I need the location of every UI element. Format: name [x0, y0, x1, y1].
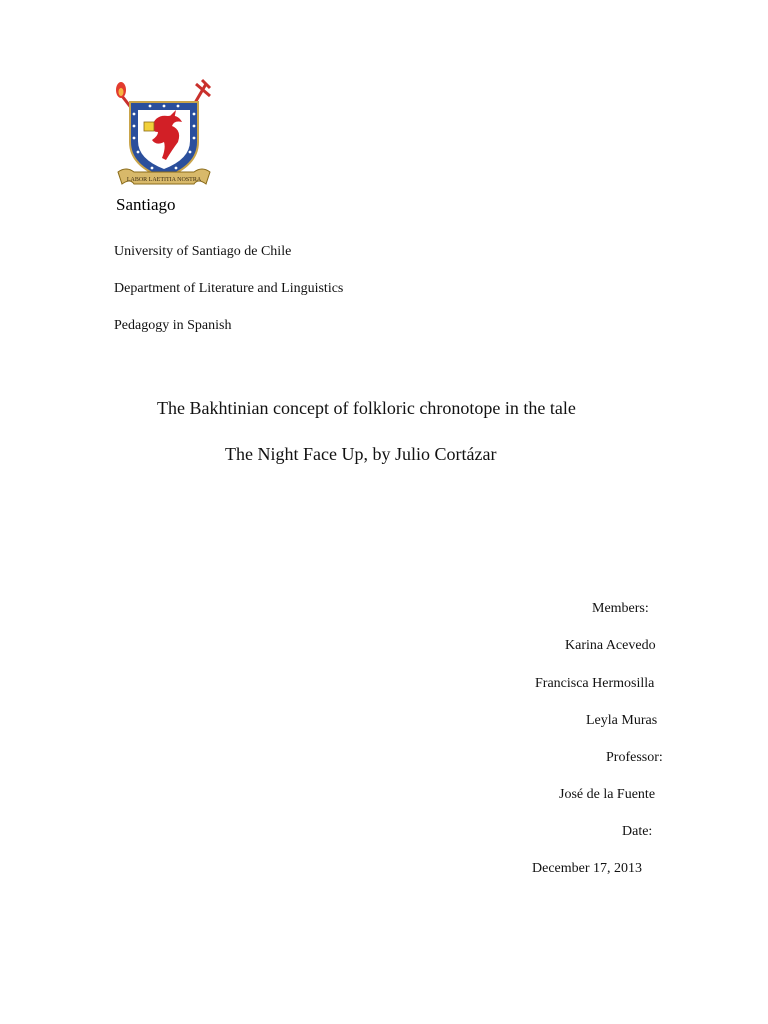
title-line-2: The Night Face Up, by Julio Cortázar: [225, 444, 497, 464]
university-name: University of Santiago de Chile: [114, 244, 292, 259]
date-value: December 17, 2013: [532, 861, 643, 876]
department-name: Department of Literature and Linguistics: [114, 281, 344, 296]
motto-text: LABOR LAETITIA NOSTRA: [126, 177, 202, 183]
professor-name: José de la Fuente: [559, 787, 656, 802]
title-line-1: The Bakhtinian concept of folkloric chronotope in the tale: [157, 398, 576, 418]
program-name: Pedagogy in Spanish: [114, 318, 232, 333]
university-coat-of-arms-icon: [112, 74, 216, 192]
member-name: Francisca Hermosilla: [535, 676, 655, 691]
member-name: Leyla Muras: [586, 713, 658, 728]
professor-label: Professor:: [606, 750, 663, 765]
member-name: Karina Acevedo: [565, 638, 656, 653]
logo-caption: Santiago: [116, 195, 176, 214]
date-label: Date:: [622, 824, 653, 839]
members-label: Members:: [592, 601, 649, 616]
